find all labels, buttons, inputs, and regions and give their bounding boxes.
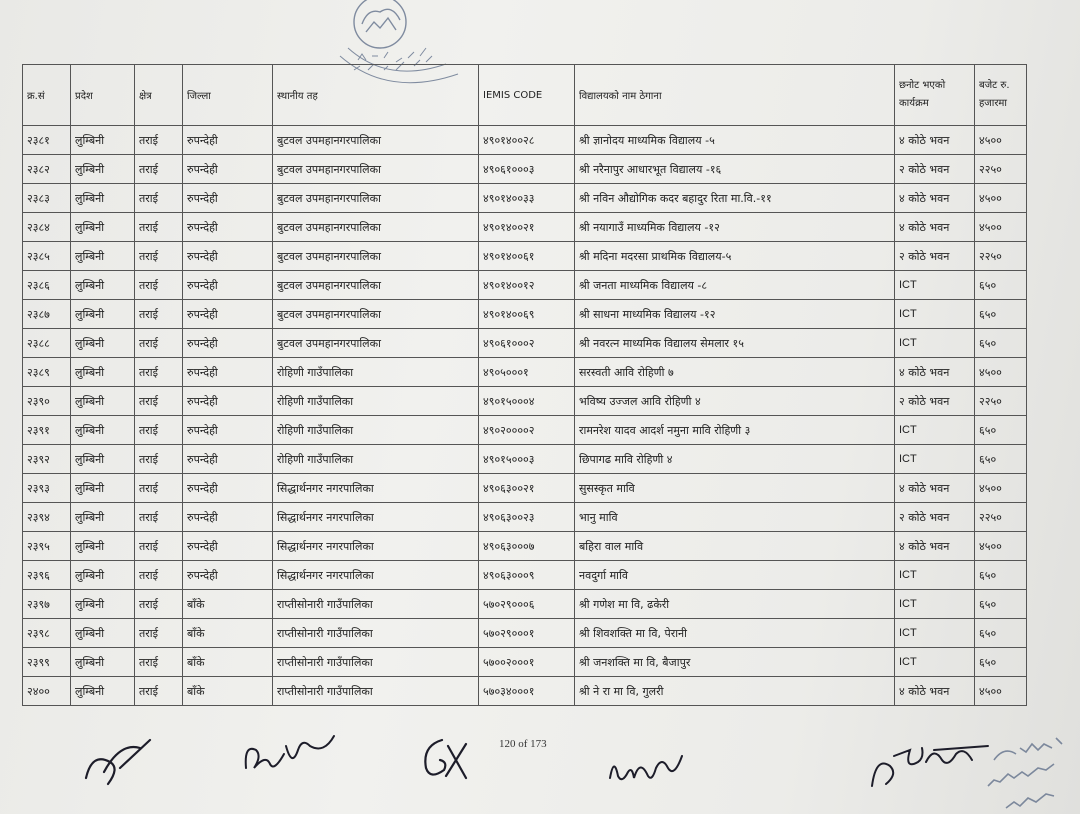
district-cell: रुपन्देही [183,445,273,474]
emis-code-cell: ४९०६३०००९ [479,561,575,590]
local-level-cell: बुटवल उपमहानगरपालिका [273,155,479,184]
province-cell: लुम्बिनी [71,532,135,561]
table-row [23,126,1027,155]
table-row [23,184,1027,213]
province-cell: लुम्बिनी [71,619,135,648]
serial-cell: २४०० [23,677,71,706]
table-row [23,242,1027,271]
table-row [23,619,1027,648]
school-name-cell: श्री गणेश मा वि, ढकेरी [575,590,895,619]
serial-cell: २३८३ [23,184,71,213]
emis-code-cell: ४९०१४००१२ [479,271,575,300]
header-school-name: विद्यालयको नाम ठेगाना [575,65,895,126]
table-row [23,155,1027,184]
zone-cell: तराई [135,126,183,155]
program-cell: ICT [895,619,975,648]
emis-code-cell: ४९०१४००२१ [479,213,575,242]
program-cell: ४ कोठे भवन [895,184,975,213]
province-cell: लुम्बिनी [71,590,135,619]
school-name-cell: श्री शिवशक्ति मा वि, पेरानी [575,619,895,648]
district-cell: रुपन्देही [183,474,273,503]
table-row [23,358,1027,387]
budget-cell: ४५०० [975,358,1027,387]
program-cell: ICT [895,329,975,358]
school-name-cell: सरस्वती आवि रोहिणी ७ [575,358,895,387]
budget-cell: ६५० [975,416,1027,445]
table-body [23,126,1027,706]
emis-code-cell: ५७०२९०००१ [479,619,575,648]
local-level-cell: बुटवल उपमहानगरपालिका [273,126,479,155]
local-level-cell: बुटवल उपमहानगरपालिका [273,329,479,358]
program-cell: ४ कोठे भवन [895,126,975,155]
zone-cell: तराई [135,590,183,619]
serial-cell: २३८५ [23,242,71,271]
local-level-cell: बुटवल उपमहानगरपालिका [273,271,479,300]
table-row [23,474,1027,503]
zone-cell: तराई [135,677,183,706]
budget-cell: ६५० [975,329,1027,358]
table-header-row [23,65,1027,126]
program-cell: ४ कोठे भवन [895,358,975,387]
program-cell: ICT [895,300,975,329]
school-name-cell: सुसस्कृत मावि [575,474,895,503]
serial-cell: २३८४ [23,213,71,242]
budget-cell: २२५० [975,155,1027,184]
budget-cell: ६५० [975,648,1027,677]
header-serial: क्र.सं [23,65,71,126]
province-cell: लुम्बिनी [71,445,135,474]
local-level-cell: बुटवल उपमहानगरपालिका [273,300,479,329]
emis-code-cell: ४९०१५०००४ [479,387,575,416]
local-level-cell: बुटवल उपमहानगरपालिका [273,213,479,242]
table-row [23,503,1027,532]
officer-stamp [980,728,1076,814]
district-cell: रुपन्देही [183,329,273,358]
zone-cell: तराई [135,329,183,358]
school-name-cell: बहिरा वाल मावि [575,532,895,561]
province-cell: लुम्बिनी [71,358,135,387]
serial-cell: २३९५ [23,532,71,561]
school-name-cell: श्री नविन औद्योगिक कदर बहादुर रिता मा.वि.-११ [575,184,895,213]
zone-cell: तराई [135,242,183,271]
zone-cell: तराई [135,271,183,300]
program-cell: ICT [895,561,975,590]
serial-cell: २३८१ [23,126,71,155]
table-row [23,300,1027,329]
district-cell: रुपन्देही [183,155,273,184]
program-cell: २ कोठे भवन [895,503,975,532]
local-level-cell: राप्तीसोनारी गाउँपालिका [273,590,479,619]
zone-cell: तराई [135,445,183,474]
school-name-cell: श्री नरैनापुर आधारभूत विद्यालय -१६ [575,155,895,184]
serial-cell: २३८९ [23,358,71,387]
budget-cell: ४५०० [975,474,1027,503]
district-cell: रुपन्देही [183,184,273,213]
school-name-cell: श्री साधना माध्यमिक विद्यालय -१२ [575,300,895,329]
budget-cell: ६५० [975,561,1027,590]
province-cell: लुम्बिनी [71,155,135,184]
serial-cell: २३९८ [23,619,71,648]
serial-cell: २३८८ [23,329,71,358]
zone-cell: तराई [135,474,183,503]
emis-code-cell: ४९०१५०००३ [479,445,575,474]
program-cell: ICT [895,271,975,300]
province-cell: लुम्बिनी [71,503,135,532]
local-level-cell: बुटवल उपमहानगरपालिका [273,184,479,213]
local-level-cell: रोहिणी गाउँपालिका [273,358,479,387]
header-zone: क्षेत्र [135,65,183,126]
signature-4 [604,738,688,792]
header-program: छनोट भएको कार्यक्रम [895,65,975,126]
local-level-cell: राप्तीसोनारी गाउँपालिका [273,619,479,648]
budget-cell: ४५०० [975,184,1027,213]
emis-code-cell: ४९०६१०००२ [479,329,575,358]
serial-cell: २३८६ [23,271,71,300]
zone-cell: तराई [135,213,183,242]
zone-cell: तराई [135,358,183,387]
local-level-cell: सिद्धार्थनगर नगरपालिका [273,503,479,532]
budget-cell: ४५०० [975,677,1027,706]
province-cell: लुम्बिनी [71,329,135,358]
district-cell: रुपन्देही [183,561,273,590]
province-cell: लुम्बिनी [71,648,135,677]
district-cell: रुपन्देही [183,416,273,445]
province-cell: लुम्बिनी [71,126,135,155]
district-cell: बाँके [183,648,273,677]
zone-cell: तराई [135,648,183,677]
emis-code-cell: ४९०६३००२१ [479,474,575,503]
zone-cell: तराई [135,416,183,445]
serial-cell: २३९६ [23,561,71,590]
school-name-cell: श्री ज्ञानोदय माध्यमिक विद्यालय -५ [575,126,895,155]
district-cell: रुपन्देही [183,126,273,155]
province-cell: लुम्बिनी [71,677,135,706]
header-province: प्रदेश [71,65,135,126]
budget-cell: ४५०० [975,532,1027,561]
program-cell: ४ कोठे भवन [895,532,975,561]
table-row [23,532,1027,561]
emis-code-cell: ४९०६१०००३ [479,155,575,184]
school-name-cell: श्री नयागाउँ माध्यमिक विद्यालय -१२ [575,213,895,242]
budget-cell: ६५० [975,300,1027,329]
table-row [23,648,1027,677]
school-name-cell: भानु मावि [575,503,895,532]
serial-cell: २३९२ [23,445,71,474]
header-local-level: स्थानीय तह [273,65,479,126]
district-cell: रुपन्देही [183,300,273,329]
budget-cell: ४५०० [975,126,1027,155]
zone-cell: तराई [135,561,183,590]
serial-cell: २३९४ [23,503,71,532]
emis-code-cell: ४९०१४००६९ [479,300,575,329]
local-level-cell: सिद्धार्थनगर नगरपालिका [273,561,479,590]
header-budget: बजेट रु. हजारमा [975,65,1027,126]
emis-code-cell: ४९०२००००२ [479,416,575,445]
province-cell: लुम्बिनी [71,387,135,416]
serial-cell: २३९३ [23,474,71,503]
serial-cell: २३९० [23,387,71,416]
table-row [23,213,1027,242]
province-cell: लुम्बिनी [71,561,135,590]
school-name-cell: भविष्य उज्जल आवि रोहिणी ४ [575,387,895,416]
district-cell: रुपन्देही [183,242,273,271]
district-cell: रुपन्देही [183,358,273,387]
emis-code-cell: ५७०२९०००६ [479,590,575,619]
budget-cell: ६५० [975,445,1027,474]
budget-cell: ६५० [975,271,1027,300]
school-budget-table [22,64,1027,706]
budget-cell: २२५० [975,503,1027,532]
table-row [23,561,1027,590]
emis-code-cell: ४९०१४००३३ [479,184,575,213]
zone-cell: तराई [135,184,183,213]
zone-cell: तराई [135,387,183,416]
district-cell: रुपन्देही [183,532,273,561]
signature-3 [418,732,474,788]
serial-cell: २३९९ [23,648,71,677]
budget-cell: २२५० [975,387,1027,416]
province-cell: लुम्बिनी [71,184,135,213]
signature-2 [240,724,340,784]
province-cell: लुम्बिनी [71,213,135,242]
zone-cell: तराई [135,619,183,648]
program-cell: ICT [895,648,975,677]
emis-code-cell: ४९०१४००२८ [479,126,575,155]
province-cell: लुम्बिनी [71,416,135,445]
province-cell: लुम्बिनी [71,300,135,329]
table-row [23,590,1027,619]
serial-cell: २३८२ [23,155,71,184]
school-name-cell: छिपागढ मावि रोहिणी ४ [575,445,895,474]
province-cell: लुम्बिनी [71,474,135,503]
zone-cell: तराई [135,503,183,532]
program-cell: ICT [895,590,975,619]
local-level-cell: बुटवल उपमहानगरपालिका [273,242,479,271]
district-cell: रुपन्देही [183,503,273,532]
program-cell: २ कोठे भवन [895,387,975,416]
serial-cell: २३९१ [23,416,71,445]
school-name-cell: श्री ने रा मा वि, गुलरी [575,677,895,706]
district-cell: रुपन्देही [183,387,273,416]
emis-code-cell: ४९०६३००२३ [479,503,575,532]
zone-cell: तराई [135,532,183,561]
zone-cell: तराई [135,155,183,184]
local-level-cell: राप्तीसोनारी गाउँपालिका [273,677,479,706]
page-number: 120 of 173 [499,738,547,750]
emis-code-cell: ४९०५०००१ [479,358,575,387]
budget-cell: ६५० [975,619,1027,648]
header-district: जिल्ला [183,65,273,126]
province-cell: लुम्बिनी [71,271,135,300]
local-level-cell: सिद्धार्थनगर नगरपालिका [273,532,479,561]
program-cell: ४ कोठे भवन [895,677,975,706]
program-cell: ४ कोठे भवन [895,213,975,242]
school-name-cell: नवदुर्गा मावि [575,561,895,590]
district-cell: बाँके [183,677,273,706]
district-cell: बाँके [183,590,273,619]
table-row [23,445,1027,474]
program-cell: २ कोठे भवन [895,242,975,271]
school-name-cell: रामनरेश यादव आदर्श नमुना मावि रोहिणी ३ [575,416,895,445]
program-cell: ICT [895,445,975,474]
budget-cell: ६५० [975,590,1027,619]
school-name-cell: श्री जनता माध्यमिक विद्यालय -८ [575,271,895,300]
program-cell: ICT [895,416,975,445]
emis-code-cell: ४९०६३०००७ [479,532,575,561]
emis-code-cell: ५७००२०००१ [479,648,575,677]
signature-1 [80,732,160,792]
table-row [23,677,1027,706]
serial-cell: २३८७ [23,300,71,329]
emis-code-cell: ४९०१४००६१ [479,242,575,271]
serial-cell: २३९७ [23,590,71,619]
table-row [23,416,1027,445]
local-level-cell: सिद्धार्थनगर नगरपालिका [273,474,479,503]
table-row [23,271,1027,300]
school-name-cell: श्री नवरत्न माध्यमिक विद्यालय सेमलार १५ [575,329,895,358]
district-cell: बाँके [183,619,273,648]
province-cell: लुम्बिनी [71,242,135,271]
local-level-cell: रोहिणी गाउँपालिका [273,416,479,445]
budget-cell: ४५०० [975,213,1027,242]
emis-code-cell: ५७०३४०००१ [479,677,575,706]
program-cell: ४ कोठे भवन [895,474,975,503]
program-cell: २ कोठे भवन [895,155,975,184]
table-row [23,329,1027,358]
table-row [23,387,1027,416]
header-emis-code: IEMIS CODE [479,65,575,126]
school-name-cell: श्री जनशक्ति मा वि, बैजापुर [575,648,895,677]
local-level-cell: रोहिणी गाउँपालिका [273,445,479,474]
district-cell: रुपन्देही [183,213,273,242]
local-level-cell: राप्तीसोनारी गाउँपालिका [273,648,479,677]
school-name-cell: श्री मदिना मदरसा प्राथमिक विद्यालय-५ [575,242,895,271]
budget-cell: २२५० [975,242,1027,271]
zone-cell: तराई [135,300,183,329]
local-level-cell: रोहिणी गाउँपालिका [273,387,479,416]
district-cell: रुपन्देही [183,271,273,300]
